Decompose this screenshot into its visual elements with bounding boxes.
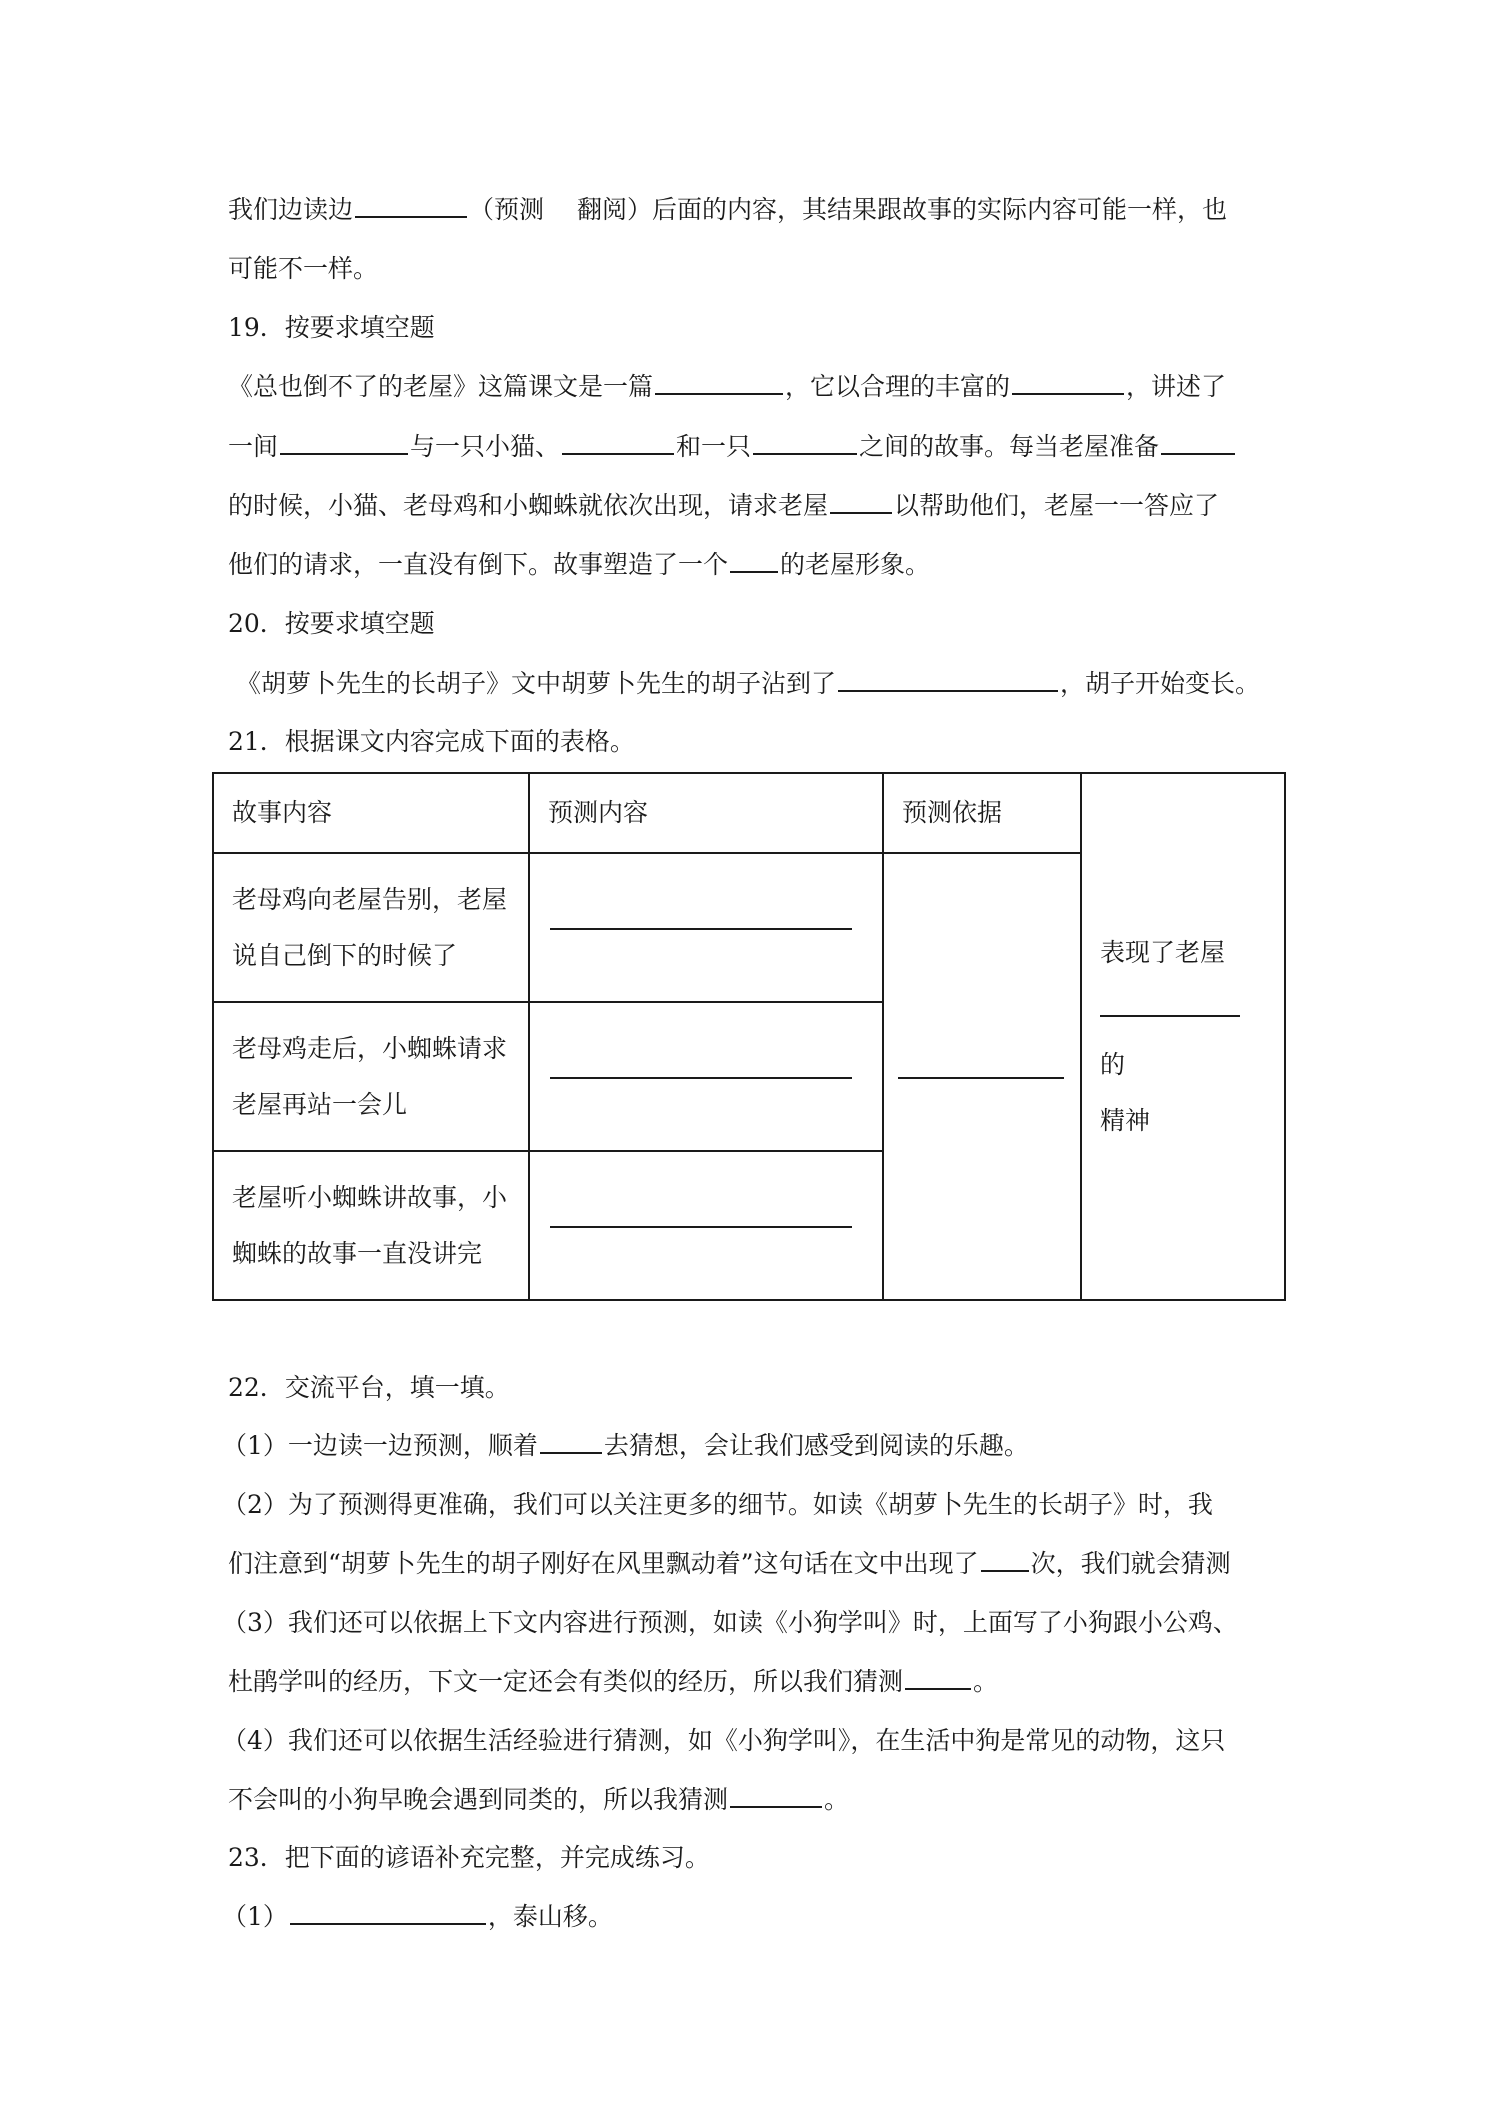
prediction-cell[interactable] — [529, 1151, 883, 1300]
q20-line-1 — [236, 664, 1286, 704]
answer-blank[interactable] — [280, 427, 408, 455]
answer-blank[interactable] — [1012, 367, 1124, 395]
text: 说自己倒下的时候了 — [232, 940, 458, 970]
q22-item-3-line-2 — [228, 1662, 1278, 1702]
text: 以帮助他们，老屋一一答应了 — [894, 491, 1220, 520]
answer-blank[interactable] — [540, 1426, 602, 1454]
q19-line-3 — [228, 486, 1278, 526]
text: 。 — [973, 1667, 999, 1696]
answer-blank[interactable] — [898, 1075, 1064, 1079]
text: ，胡子开始变长。 — [1060, 669, 1261, 698]
q22-item-4-line-1: （4）我们还可以依据生活经验进行猜测，如《小狗学叫》，在生活中狗是常见的动物，这只 — [222, 1726, 1226, 1755]
text: 的老屋形象。 — [780, 550, 931, 579]
answer-blank[interactable] — [355, 190, 467, 218]
text: ，泰山移。 — [487, 1902, 613, 1931]
q19-line-4 — [228, 545, 1278, 585]
answer-blank[interactable] — [981, 1544, 1029, 1572]
text: 一间 — [228, 432, 279, 461]
q22-item-4-line-2 — [228, 1780, 1278, 1820]
text: 老屋听小蜘蛛讲故事，小 — [232, 1182, 508, 1212]
answer-blank[interactable] — [1161, 427, 1235, 455]
text: 老母鸡走后，小蜘蛛请求 — [232, 1033, 508, 1063]
q18-line-2: 可能不一样。 — [228, 254, 379, 283]
q22-item-2-line-2 — [228, 1544, 1278, 1584]
answer-blank[interactable] — [655, 367, 783, 395]
summary-cell — [1081, 773, 1285, 1300]
text: 。 — [824, 1785, 850, 1814]
text: 的时候，小猫、老母鸡和小蜘蛛就依次出现，请求老屋 — [228, 491, 829, 520]
q19-line-2 — [228, 427, 1278, 467]
text: 《胡萝卜先生的长胡子》文中胡萝卜先生的胡子沾到了 — [236, 669, 837, 698]
answer-blank[interactable] — [730, 545, 778, 573]
text: （1） — [222, 1902, 288, 1931]
header-prediction-basis: 预测依据 — [883, 773, 1081, 853]
answer-blank[interactable] — [905, 1662, 971, 1690]
answer-blank[interactable] — [562, 427, 674, 455]
q22-item-1 — [222, 1426, 1272, 1466]
text: ，讲述了 — [1126, 372, 1227, 401]
text: 我们边读边 — [228, 195, 354, 224]
basis-cell[interactable] — [883, 853, 1081, 1300]
text: 和一只 — [676, 432, 752, 461]
q20-heading: 20．按要求填空题 — [228, 609, 435, 638]
text: 的 — [1100, 1049, 1126, 1079]
summary-line-3: 精神 — [1100, 1105, 1151, 1135]
text: 老母鸡向老屋告别，老屋 — [232, 884, 508, 914]
q23-heading: 23．把下面的谚语补充完整，并完成练习。 — [228, 1843, 710, 1872]
text: （1）一边读一边预测，顺着 — [222, 1431, 538, 1460]
text: 《总也倒不了的老屋》这篇课文是一篇 — [228, 372, 654, 401]
q21-heading: 21．根据课文内容完成下面的表格。 — [228, 727, 635, 756]
text: （预测 翻阅）后面的内容，其结果跟故事的实际内容可能一样，也 — [469, 195, 1227, 224]
answer-blank[interactable] — [830, 486, 892, 514]
text: 蜘蛛的故事一直没讲完 — [232, 1238, 483, 1268]
text: 与一只小猫、 — [410, 432, 561, 461]
answer-blank[interactable] — [550, 1224, 852, 1228]
text: 不会叫的小狗早晚会遇到同类的，所以我猜测 — [228, 1785, 729, 1814]
answer-blank[interactable] — [730, 1780, 822, 1808]
header-story-content: 故事内容 — [213, 773, 529, 853]
prediction-cell[interactable] — [529, 853, 883, 1002]
q22-heading: 22．交流平台，填一填。 — [228, 1373, 510, 1402]
q19-line-1 — [228, 367, 1278, 407]
q23-item-1 — [222, 1897, 1272, 1937]
answer-blank[interactable] — [753, 427, 857, 455]
text: 之间的故事。每当老屋准备 — [859, 432, 1160, 461]
summary-line-2 — [1100, 981, 1266, 1093]
q22-item-3-line-1: （3）我们还可以依据上下文内容进行预测，如读《小狗学叫》时，上面写了小狗跟小公鸡、 — [222, 1608, 1238, 1637]
answer-blank[interactable] — [550, 926, 852, 930]
story-content-cell — [213, 1151, 529, 1300]
q22-item-2-line-1: （2）为了预测得更准确，我们可以关注更多的细节。如读《胡萝卜先生的长胡子》时，我 — [222, 1490, 1213, 1519]
story-content-cell — [213, 1002, 529, 1151]
text: 次，我们就会猜测 — [1030, 1549, 1231, 1578]
text: 去猜想，会让我们感受到阅读的乐趣。 — [603, 1431, 1029, 1460]
text: ，它以合理的丰富的 — [785, 372, 1011, 401]
answer-blank[interactable] — [838, 664, 1058, 692]
q18-line-1 — [228, 190, 1278, 230]
answer-blank[interactable] — [290, 1897, 486, 1925]
text: 老屋再站一会儿 — [232, 1089, 408, 1119]
text: 们注意到“胡萝卜先生的胡子刚好在风里飘动着”这句话在文中出现了 — [228, 1549, 979, 1578]
summary-line-1: 表现了老屋 — [1100, 937, 1226, 967]
text: 杜鹃学叫的经历，下文一定还会有类似的经历，所以我们猜测 — [228, 1667, 904, 1696]
prediction-table — [212, 772, 1286, 1301]
prediction-cell[interactable] — [529, 1002, 883, 1151]
q19-heading: 19．按要求填空题 — [228, 313, 435, 342]
table-header-row — [213, 773, 1285, 853]
text: 他们的请求，一直没有倒下。故事塑造了一个 — [228, 550, 729, 579]
answer-blank[interactable] — [550, 1075, 852, 1079]
story-content-cell — [213, 853, 529, 1002]
answer-blank[interactable] — [1100, 989, 1240, 1017]
header-prediction-content: 预测内容 — [529, 773, 883, 853]
